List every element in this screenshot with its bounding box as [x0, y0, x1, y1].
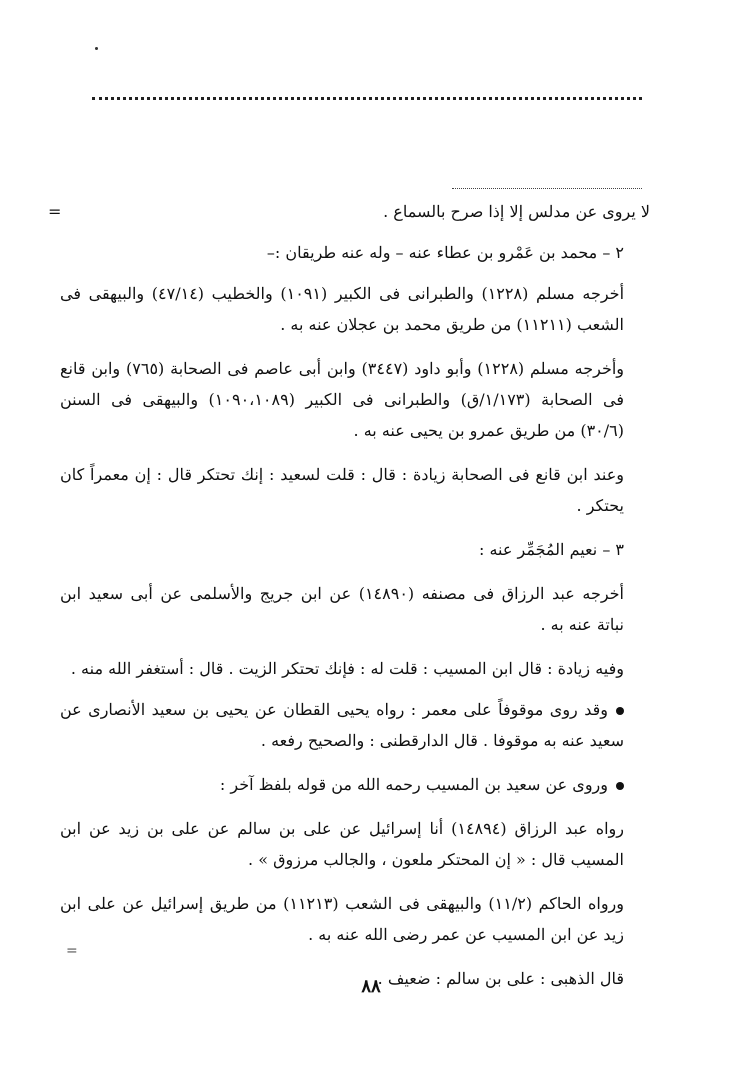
margin-mark: = — [66, 943, 78, 959]
paragraph-bullet — [60, 694, 650, 756]
paragraph-text: وروى عن سعيد بن المسيب رحمه الله من قوله بلفظ آخر : — [219, 775, 608, 794]
paragraph: وعند ابن قانع فى الصحابة زيادة : قال : قلت لسعيد : إنك تحتكر قال : إن معمراً كان يحتكر . — [60, 465, 624, 515]
paragraph-text: وقد روى موقوفاً على معمر : رواه يحيى القطان عن يحيى بن سعيد الأنصارى عن سعيد عنه به موقوفا . قال الدارقطنى : والصحيح رفعه . — [60, 700, 624, 750]
scan-speck — [95, 47, 98, 50]
bullet-icon — [616, 707, 624, 715]
paragraph: رواه عبد الرزاق (١٤٨٩٤) أنا إسرائيل عن على بن سالم عن على بن زيد عن ابن المسيب قال : « إن المحتكر ملعون ، والجالب مرزوق » . — [60, 819, 624, 869]
footnote-separator-rule — [452, 188, 642, 189]
paragraph-heading-3: ٣ – نعيم المُجَمِّر عنه : — [479, 540, 624, 559]
paragraph-heading-2: ٢ – محمد بن عَمْرو بن عطاء عنه – وله عنه طريقان :– — [266, 243, 624, 262]
header-dotted-rule — [92, 97, 642, 100]
footnote-text — [48, 196, 650, 1007]
bullet-icon — [616, 782, 624, 790]
page-number: ٨٨ — [361, 976, 381, 997]
paragraph: قال الذهبى : على بن سالم : ضعيف . — [377, 969, 624, 988]
paragraph: ورواه الحاكم (١١/٢) والبيهقى فى الشعب (١١٢١٣) من طريق إسرائيل عن على ابن زيد عن ابن المسيب عن عمر رضى الله عنه به . — [60, 894, 625, 944]
paragraph-bullet — [60, 769, 650, 800]
paragraph-continuation — [48, 196, 650, 227]
continuation-mark: = — [48, 202, 62, 221]
paragraph: أخرجه مسلم (١٢٢٨) والطبرانى فى الكبير (١٠٩١) والخطيب (٤٧/١٤) والبيهقى فى الشعب (١١٢١١) من طريق محمد بن عجلان عنه به . — [60, 284, 625, 334]
paragraph: أخرجه عبد الرزاق فى مصنفه (١٤٨٩٠) عن ابن جريج والأسلمى عن أبى سعيد ابن نباتة عنه به . — [60, 584, 624, 634]
paragraph: وأخرجه مسلم (١٢٢٨) وأبو داود (٣٤٤٧) وابن أبى عاصم فى الصحابة (٧٦٥) وابن قانع فى الصحابة (١/١٧٣/ق) والطبرانى فى الكبير (١٠٩٠،١٠٨٩) والبيهقى فى السنن (٣٠/٦) من طريق عمرو بن يحيى عنه به . — [60, 359, 625, 440]
paragraph: وفيه زيادة : قال ابن المسيب : قلت له : فإنك تحتكر الزيت . قال : أستغفر الله منه . — [70, 659, 624, 678]
paragraph-text: لا يروى عن مدلس إلا إذا صرح بالسماع . — [383, 202, 650, 221]
